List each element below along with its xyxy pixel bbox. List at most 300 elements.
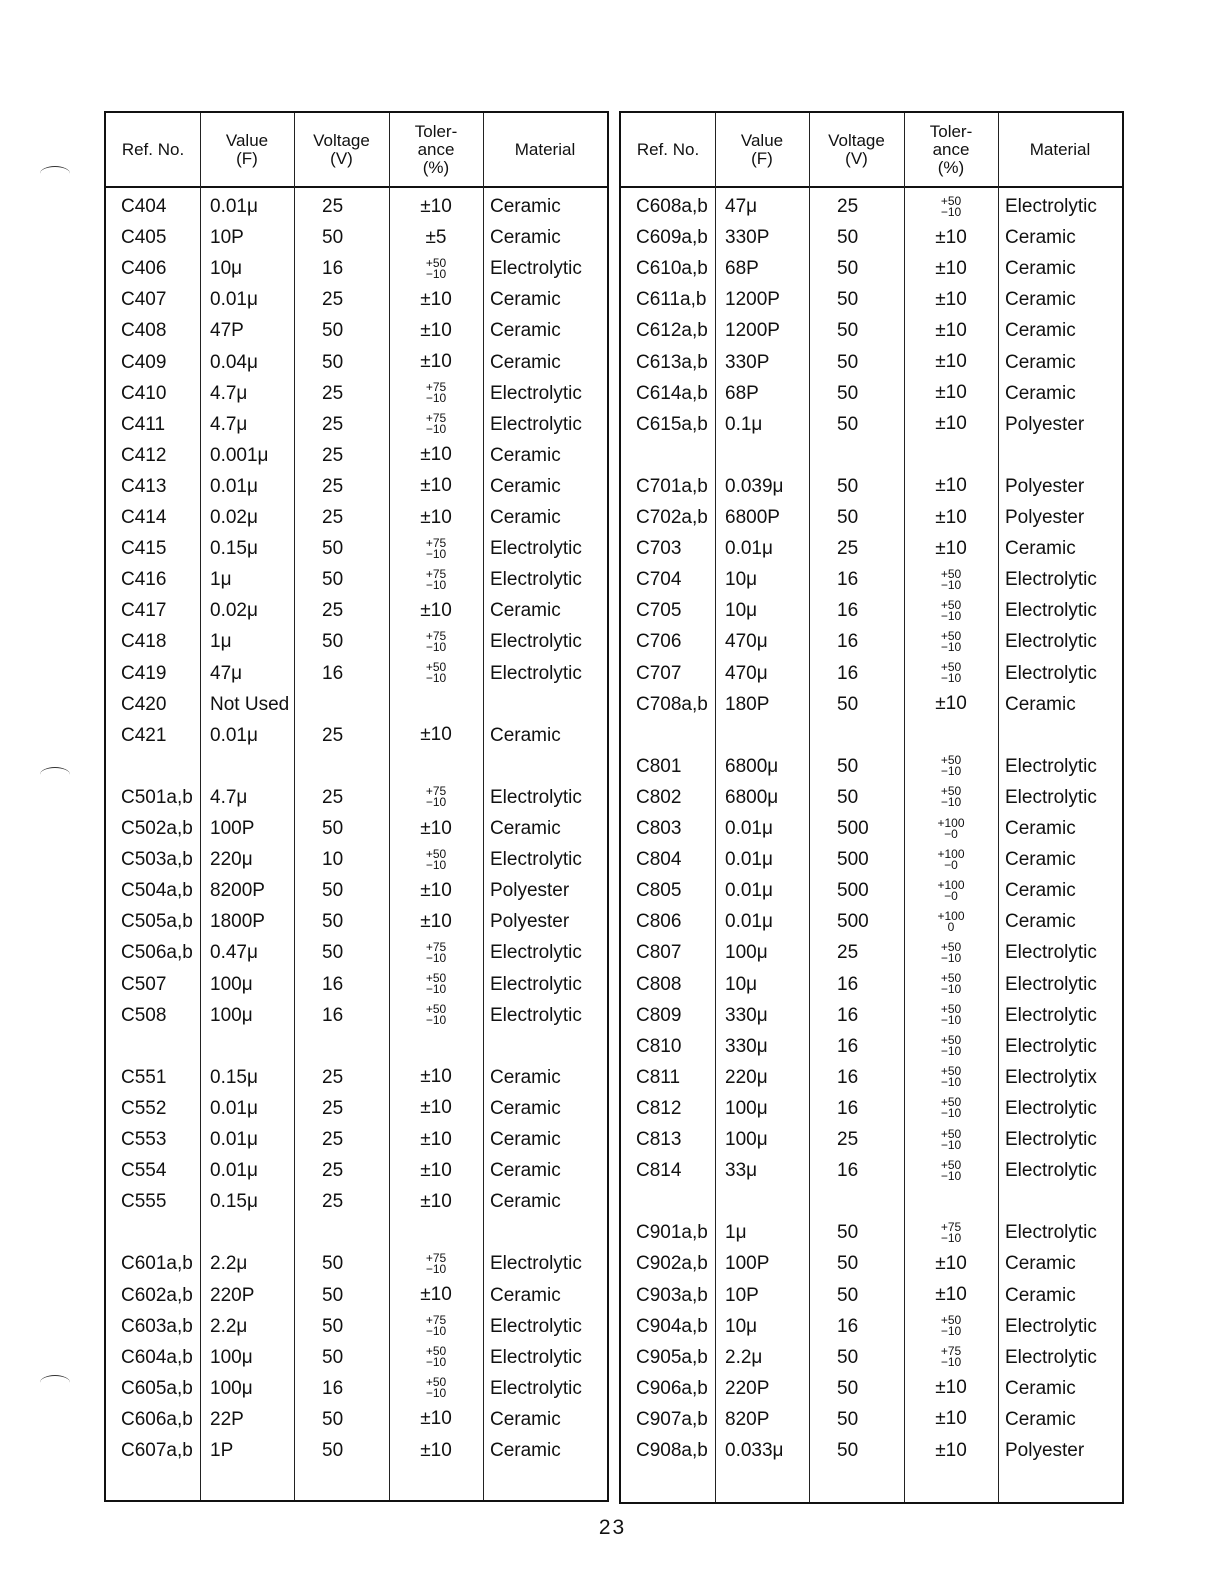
tolerance-value	[904, 315, 998, 346]
capacitance-value: 6800μ	[725, 786, 779, 808]
table-row	[106, 471, 607, 502]
ref-no: C615a,b	[636, 413, 708, 435]
table-row	[106, 1093, 607, 1124]
table-row	[621, 1155, 1122, 1186]
tolerance-lower: −10	[940, 608, 962, 623]
tolerance-lower: −10	[940, 1075, 962, 1090]
ref-no: C803	[636, 818, 682, 839]
ref-no: C406	[121, 258, 167, 280]
table-row	[621, 1435, 1122, 1466]
tolerance-value	[904, 875, 998, 906]
tolerance-text: ±10	[420, 817, 452, 839]
tolerance-text: ±10	[420, 1190, 452, 1212]
tolerance-lower: −10	[940, 764, 962, 779]
tolerance-value	[389, 1342, 483, 1373]
capacitor-table-right	[619, 111, 1124, 1504]
tolerance-upper: +50	[425, 971, 447, 985]
capacitance-value: 0.01μ	[725, 911, 773, 933]
ref-no: C701a,b	[636, 475, 708, 497]
material-value: Ceramic	[1005, 849, 1076, 871]
tolerance-lower: −10	[425, 266, 447, 281]
tolerance-upper: +50	[425, 660, 447, 674]
table-row	[106, 502, 607, 533]
voltage-value: 50	[322, 1284, 344, 1306]
capacitance-value: 0.033μ	[725, 1440, 784, 1461]
tolerance-fraction	[941, 1066, 961, 1088]
material-value: Ceramic	[490, 351, 561, 373]
table-row	[106, 378, 607, 409]
tolerance-text: ±10	[935, 382, 967, 404]
tolerance-value	[904, 969, 998, 1000]
voltage-value: 16	[837, 1066, 859, 1088]
header-line: (V)	[845, 148, 868, 168]
tolerance-fraction	[940, 628, 962, 654]
material-value: Ceramic	[1005, 289, 1076, 311]
material-value: Electrolytic	[490, 849, 582, 871]
tolerance-value	[904, 471, 998, 502]
tolerance-upper: +75	[425, 628, 447, 643]
table-row	[621, 1093, 1122, 1124]
capacitance-value: 0.01μ	[725, 538, 773, 560]
tolerance-text: ±10	[935, 1439, 967, 1461]
capacitance-value: 1μ	[725, 1222, 747, 1244]
material-value: Polyester	[490, 880, 570, 902]
material-value: Electrolytic	[490, 1004, 582, 1026]
material-value: Electrolytix	[1005, 1066, 1097, 1088]
ref-no: C810	[636, 1035, 682, 1057]
voltage-value: 25	[837, 1129, 859, 1150]
tolerance-value	[389, 440, 483, 471]
tolerance-fraction	[426, 1346, 446, 1368]
table-row	[106, 658, 607, 689]
tolerance-text: ±10	[935, 1284, 967, 1305]
header-line: Value	[225, 130, 269, 150]
tolerance-lower: −10	[425, 546, 447, 561]
tolerance-value	[904, 937, 998, 968]
capacitance-value: 0.001μ	[210, 444, 269, 466]
voltage-value: 25	[322, 724, 344, 746]
table-row	[621, 284, 1122, 315]
ref-no: C612a,b	[636, 320, 708, 342]
ref-no: C613a,b	[636, 351, 708, 373]
voltage-value: 50	[837, 289, 859, 311]
tolerance-value	[389, 191, 483, 222]
voltage-value: 25	[322, 786, 344, 808]
capacitance-value: 0.1μ	[725, 413, 763, 435]
capacitance-value: 2.2μ	[210, 1253, 248, 1275]
capacitance-value: 330P	[725, 351, 770, 373]
tolerance-value	[389, 844, 483, 875]
tolerance-value	[389, 1248, 483, 1279]
tolerance-upper: +50	[940, 753, 962, 768]
material-value: Ceramic	[1005, 693, 1076, 715]
header-value	[200, 113, 294, 186]
header-line: (V)	[330, 148, 353, 168]
capacitance-value: 470μ	[725, 631, 768, 653]
material-value: Ceramic	[1005, 1253, 1076, 1275]
binder-hole-mark	[40, 166, 70, 181]
capacitance-value: 0.01μ	[210, 1129, 258, 1150]
voltage-value: 50	[322, 1315, 344, 1337]
header-tol	[389, 113, 483, 186]
ref-no: C908a,b	[636, 1440, 708, 1461]
table-row	[621, 502, 1122, 533]
material-value: Ceramic	[1005, 351, 1076, 373]
voltage-value: 50	[837, 507, 859, 528]
material-value: Ceramic	[490, 1191, 561, 1213]
tolerance-lower: −10	[940, 639, 962, 654]
tolerance-lower: −10	[940, 1355, 962, 1370]
tolerance-value	[389, 626, 483, 657]
ref-no: C705	[636, 600, 682, 622]
capacitance-value: 100μ	[725, 1097, 768, 1119]
capacitance-value: 100μ	[210, 1377, 253, 1399]
tolerance-lower: −0	[944, 888, 958, 903]
tolerance-fraction	[941, 1097, 961, 1119]
tolerance-value	[904, 1311, 998, 1342]
voltage-value: 16	[837, 1315, 859, 1337]
tolerance-upper: +50	[425, 1375, 447, 1390]
tolerance-text: ±10	[420, 910, 452, 932]
tolerance-value	[904, 1062, 998, 1093]
tolerance-text: ±10	[420, 1439, 452, 1461]
material-value: Ceramic	[490, 1284, 561, 1306]
table-row	[106, 937, 607, 968]
capacitance-value: 100μ	[725, 1129, 768, 1150]
table-row	[621, 1217, 1122, 1248]
tolerance-fraction	[425, 939, 447, 965]
tolerance-value	[904, 626, 998, 657]
capacitance-value: 820P	[725, 1408, 770, 1430]
tolerance-lower: −10	[940, 1013, 962, 1028]
tolerance-fraction	[940, 193, 962, 219]
tolerance-value	[904, 751, 998, 782]
voltage-value: 50	[322, 538, 344, 560]
ref-no: C703	[636, 538, 682, 560]
ref-no: C603a,b	[121, 1315, 193, 1337]
voltage-value: 50	[837, 227, 859, 249]
table-row	[621, 471, 1122, 502]
tolerance-upper: +50	[940, 1002, 962, 1017]
tolerance-upper: +50	[940, 628, 962, 643]
voltage-value: 25	[322, 444, 344, 466]
voltage-value: 16	[322, 1377, 344, 1399]
material-value: Ceramic	[490, 1408, 561, 1430]
tolerance-text: ±10	[420, 506, 452, 528]
header-material	[998, 113, 1122, 186]
table-row	[106, 1062, 607, 1093]
table-row	[106, 440, 607, 471]
material-value: Polyester	[1005, 1440, 1085, 1461]
tolerance-lower: 0	[947, 919, 955, 934]
material-value: Ceramic	[1005, 1408, 1076, 1430]
tolerance-value	[389, 782, 483, 813]
capacitance-value: 47μ	[725, 196, 758, 217]
tolerance-text: ±10	[935, 257, 967, 279]
voltage-value: 50	[322, 569, 344, 591]
capacitance-value: 10μ	[725, 973, 758, 995]
material-value: Electrolytic	[490, 569, 582, 591]
binder-hole-mark	[40, 767, 70, 782]
material-value: Polyester	[1005, 475, 1085, 497]
material-value: Electrolytic	[490, 942, 582, 964]
tolerance-text: ±10	[420, 195, 452, 217]
tolerance-lower: −0	[944, 826, 958, 841]
material-value: Ceramic	[1005, 1284, 1076, 1306]
tolerance-upper: +50	[940, 1095, 962, 1110]
ref-no: C552	[121, 1097, 167, 1119]
material-value: Ceramic	[1005, 227, 1076, 249]
capacitance-value: 0.01μ	[210, 196, 258, 217]
table-row	[106, 533, 607, 564]
material-value: Electrolytic	[490, 382, 582, 404]
voltage-value: 25	[322, 413, 344, 435]
material-value: Electrolytic	[1005, 600, 1097, 622]
voltage-value: 50	[322, 880, 344, 902]
tolerance-upper: +100	[937, 846, 965, 861]
voltage-value: 50	[322, 320, 344, 342]
voltage-value: 500	[837, 849, 869, 871]
ref-no: C415	[121, 538, 167, 560]
material-value: Ceramic	[490, 227, 561, 249]
tolerance-fraction	[426, 786, 446, 808]
tolerance-value	[389, 284, 483, 315]
table-row	[106, 1248, 607, 1279]
capacitance-value: 10μ	[210, 258, 243, 280]
table-row	[621, 751, 1122, 782]
tolerance-upper: +75	[425, 411, 447, 426]
tolerance-value	[389, 658, 483, 689]
ref-no: C407	[121, 289, 167, 311]
table-row	[106, 1404, 607, 1435]
ref-no: C704	[636, 569, 682, 591]
capacitance-value: 8200P	[210, 880, 265, 902]
ref-no: C607a,b	[121, 1440, 193, 1461]
tolerance-lower: −10	[940, 671, 962, 685]
tolerance-upper: +50	[425, 255, 447, 270]
tolerance-lower: −10	[425, 857, 447, 872]
table-row	[621, 658, 1122, 689]
tolerance-upper: +50	[940, 1033, 962, 1048]
ref-no: C418	[121, 631, 167, 653]
header-line: Toler-	[929, 121, 973, 141]
capacitance-value: 0.02μ	[210, 507, 258, 528]
tolerance-upper: +50	[425, 1002, 447, 1017]
ref-no: C604a,b	[121, 1346, 193, 1368]
table-row	[621, 1311, 1122, 1342]
header-line: ance	[932, 139, 970, 159]
tolerance-value	[904, 1280, 998, 1311]
tolerance-upper: +75	[940, 1219, 962, 1234]
voltage-value: 25	[837, 942, 859, 964]
voltage-value: 50	[837, 1284, 859, 1306]
tolerance-text: ±10	[935, 506, 967, 528]
material-value: Ceramic	[1005, 320, 1076, 342]
header-label: Material	[514, 139, 576, 159]
capacitance-value: 68P	[725, 258, 759, 280]
tolerance-fraction	[937, 815, 965, 841]
tolerance-value	[904, 844, 998, 875]
capacitance-value: 0.01μ	[725, 818, 773, 839]
tolerance-value	[904, 1373, 998, 1404]
tolerance-upper: +100	[937, 815, 965, 830]
voltage-value: 25	[322, 196, 344, 217]
tolerance-fraction	[426, 413, 446, 435]
material-value: Electrolytic	[490, 786, 582, 808]
ref-no: C806	[636, 911, 682, 933]
tolerance-upper: +50	[940, 939, 962, 954]
capacitance-value: 0.15μ	[210, 538, 258, 560]
table-row	[621, 1280, 1122, 1311]
capacitance-value: 33μ	[725, 1160, 758, 1182]
tolerance-fraction	[940, 597, 962, 623]
ref-no: C506a,b	[121, 942, 193, 964]
tolerance-value	[389, 564, 483, 595]
tolerance-value	[904, 564, 998, 595]
capacitance-value: 47P	[210, 320, 244, 342]
tolerance-value	[389, 378, 483, 409]
tolerance-lower: −10	[940, 1137, 962, 1152]
header-ref	[621, 113, 715, 186]
capacitance-value: 6800P	[725, 507, 780, 528]
table-row	[621, 409, 1122, 440]
tolerance-lower: −10	[940, 950, 962, 965]
tolerance-fraction	[940, 1126, 962, 1152]
tolerance-text: ±10	[935, 351, 967, 372]
tolerance-lower: −10	[425, 1324, 447, 1339]
tolerance-lower: −10	[940, 795, 962, 810]
tolerance-value	[904, 284, 998, 315]
material-value: Electrolytic	[490, 1377, 582, 1399]
table-row	[106, 689, 607, 720]
material-value: Electrolytic	[1005, 1222, 1097, 1244]
tolerance-value	[389, 471, 483, 502]
tolerance-value	[389, 315, 483, 346]
material-value: Ceramic	[490, 818, 561, 839]
tolerance-upper: +50	[940, 1064, 962, 1079]
tolerance-fraction	[426, 1315, 446, 1337]
voltage-value: 50	[322, 1440, 344, 1461]
header-line: Toler-	[414, 121, 458, 141]
material-value: Ceramic	[490, 320, 561, 342]
tolerance-value	[389, 1155, 483, 1186]
tolerance-value	[904, 689, 998, 720]
tolerance-value	[904, 1217, 998, 1248]
ref-no: C811	[636, 1066, 681, 1088]
capacitance-value: 0.01μ	[210, 475, 258, 497]
voltage-value: 50	[837, 1253, 859, 1275]
ref-no: C419	[121, 662, 167, 684]
tolerance-value	[389, 1000, 483, 1031]
capacitance-value: 10μ	[725, 1315, 758, 1337]
ref-no: C404	[121, 196, 167, 217]
ref-no: C505a,b	[121, 911, 193, 933]
capacitance-value: 0.01μ	[210, 289, 258, 311]
tolerance-lower: −10	[425, 1261, 447, 1276]
table-row	[621, 1373, 1122, 1404]
ref-no: C905a,b	[636, 1346, 708, 1368]
tolerance-value	[389, 409, 483, 440]
voltage-value: 25	[322, 475, 344, 497]
table-row	[106, 813, 607, 844]
capacitance-value: 1μ	[210, 631, 232, 653]
tolerance-lower: −10	[425, 982, 447, 996]
material-value: Ceramic	[490, 475, 561, 497]
tolerance-text: ±10	[420, 599, 452, 621]
tolerance-fraction	[937, 877, 965, 903]
tolerance-fraction	[425, 846, 447, 872]
tolerance-value	[904, 782, 998, 813]
capacitance-value: 470μ	[725, 662, 768, 684]
tolerance-text: ±10	[935, 475, 967, 497]
capacitance-value: 220μ	[725, 1066, 768, 1088]
material-value: Electrolytic	[1005, 1315, 1097, 1337]
voltage-value: 50	[837, 258, 859, 280]
tolerance-upper: +50	[940, 566, 962, 581]
tolerance-lower: −10	[425, 1386, 447, 1401]
ref-no: C805	[636, 880, 682, 902]
header-tol	[904, 113, 998, 186]
material-value: Electrolytic	[490, 1253, 582, 1275]
tolerance-value	[904, 1124, 998, 1155]
tolerance-text: ±5	[425, 226, 447, 248]
tolerance-value	[389, 1093, 483, 1124]
table-row	[621, 315, 1122, 346]
material-value: Ceramic	[490, 444, 561, 466]
tolerance-value	[904, 595, 998, 626]
ref-no: C413	[121, 475, 167, 497]
voltage-value: 50	[322, 911, 344, 933]
tolerance-lower: −10	[940, 1230, 962, 1245]
ref-no: C706	[636, 631, 682, 653]
table-row	[106, 1311, 607, 1342]
material-value: Ceramic	[1005, 258, 1076, 280]
tolerance-lower: −10	[425, 639, 447, 654]
material-value: Ceramic	[1005, 538, 1076, 560]
tolerance-upper: +75	[425, 784, 447, 799]
tolerance-upper: +75	[425, 566, 447, 581]
tolerance-value	[904, 813, 998, 844]
voltage-value: 16	[322, 258, 344, 280]
table-row	[106, 906, 607, 937]
capacitance-value: 10P	[725, 1284, 759, 1306]
ref-no: C503a,b	[121, 849, 193, 871]
voltage-value: 25	[322, 507, 344, 528]
tolerance-fraction	[937, 846, 965, 872]
capacitance-value: 330P	[725, 227, 770, 249]
tolerance-value	[389, 533, 483, 564]
capacitance-value: 100μ	[210, 1346, 253, 1368]
tolerance-upper: +100	[937, 908, 965, 923]
tolerance-fraction	[940, 939, 962, 965]
table-row	[621, 347, 1122, 378]
voltage-value: 50	[837, 413, 859, 435]
header-line: (%)	[422, 157, 450, 177]
tolerance-upper: +50	[940, 597, 962, 612]
ref-no: C808	[636, 973, 682, 995]
material-value: Ceramic	[1005, 911, 1076, 933]
capacitance-value: 10μ	[725, 569, 758, 591]
tolerance-fraction	[426, 1377, 446, 1399]
material-value: Electrolytic	[490, 973, 582, 995]
ref-no: C605a,b	[121, 1377, 193, 1399]
material-value: Electrolytic	[490, 631, 582, 653]
tolerance-value	[389, 720, 483, 751]
tolerance-fraction	[425, 628, 447, 654]
voltage-value: 50	[322, 818, 344, 839]
tolerance-fraction	[941, 1004, 961, 1026]
ref-no: C416	[121, 569, 167, 591]
